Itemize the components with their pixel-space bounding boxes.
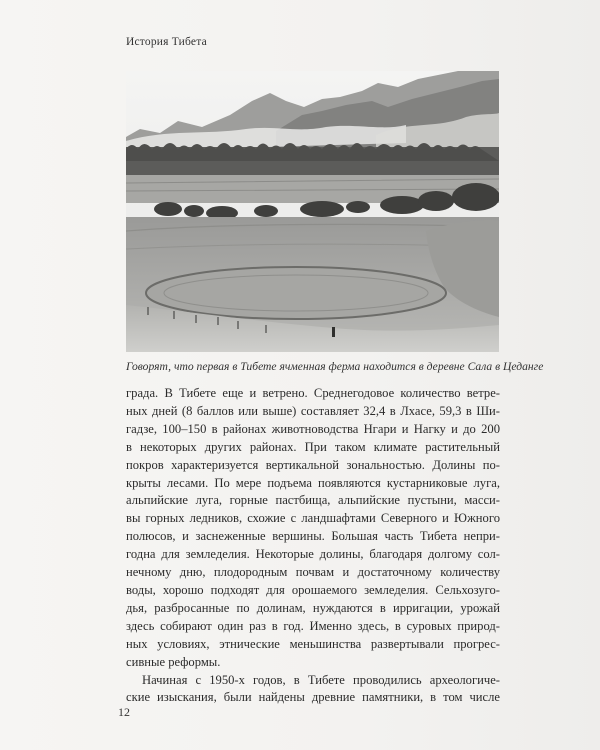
text-line: альпийские луга, горные пастбища, альпийские пустыни, масси-	[126, 493, 500, 508]
text-line: полюсов, и заснеженные вершины. Большая часть Тибета непри-	[126, 529, 500, 544]
photo-caption: Говорят, что первая в Тибете ячменная ферма находится в деревне Сала в Цеданге	[126, 360, 544, 373]
text-line: воды, хорошо подходят для орошаемого земледелия. Сельхозуго-	[126, 582, 500, 597]
page-number: 12	[118, 705, 130, 719]
person-figure	[332, 327, 335, 337]
text-line: нечному дню, плодородным почвам и достаточному количеству	[126, 565, 500, 580]
text-line: в некоторых других районах. При таком климате растительный	[126, 439, 500, 454]
text-line: гадзе, 100–150 в районах животноводства Нгари и Нагку и до 200	[126, 421, 500, 436]
text-line: покров характеризуется вертикальной зональностью. Долины по-	[126, 457, 500, 472]
text-line: ных дней (8 баллов или выше) составляет 32,4 в Лхасе, 59,3 в Ши-	[126, 403, 500, 418]
text-line: крыты лесами. По мере подъема появляются кустарниковые луга,	[126, 475, 500, 490]
text-line: вы горных ледников, схожие с ландшафтами Северного и Южного	[126, 511, 500, 526]
text-line: ных условиях, этнические меньшинства развертывали прогрес-	[126, 636, 500, 651]
body-text	[126, 385, 500, 707]
text-line: здесь собирают один раз в год. Именно здесь, в суровых природ-	[126, 618, 500, 633]
text-line-paragraph-start: Начиная с 1950-х годов, в Тибете проводились археологиче-	[142, 672, 500, 687]
text-line: сивные реформы.	[126, 654, 221, 669]
text-line: града. В Тибете еще и ветрено. Среднегодовое количество ветре-	[126, 386, 500, 400]
text-line: дья, разбросанные по долинам, нуждаются в ирригации, урожай	[126, 600, 500, 615]
barley-farm-photo-image	[126, 71, 499, 352]
text-line: ские изыскания, были найдены древние памятники, в том числе	[126, 690, 500, 705]
landscape-photo	[126, 71, 499, 352]
text-line: годна для земледелия. Некоторые долины, благодаря долгому сол-	[126, 547, 500, 562]
running-head: История Тибета	[126, 36, 207, 48]
